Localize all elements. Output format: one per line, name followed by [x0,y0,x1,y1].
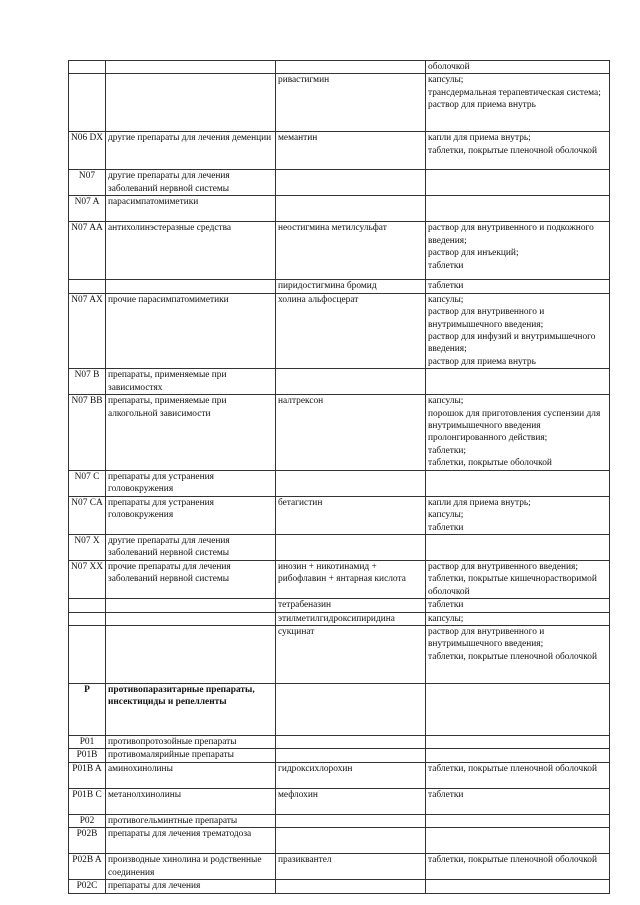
dosage-forms-cell [426,880,610,893]
group-name-cell: препараты для лечения [106,880,276,893]
substance-cell [276,880,426,893]
group-name-cell [106,612,276,625]
table-row [69,749,610,762]
group-name-cell: антихолинэстеразные средства [106,222,276,280]
group-name-cell: противогельминтные препараты [106,814,276,827]
atc-code-cell [69,280,106,293]
atc-code-cell: N06 DX [69,132,106,170]
dosage-forms-cell [426,170,610,196]
substance-cell: этилметилгидроксипиридина [276,612,426,625]
atc-code-cell: N07 XX [69,560,106,598]
group-name-cell [106,61,276,74]
atc-code-cell: P [69,683,106,735]
table-row [69,612,610,625]
group-name-cell [106,625,276,683]
group-name-cell: противопротозойные препараты [106,735,276,748]
substance-cell [276,196,426,222]
atc-code-cell: N07 X [69,534,106,560]
atc-code-cell: P02 [69,814,106,827]
group-name-cell: прочие препараты для лечения заболеваний нервной системы [106,560,276,598]
group-name-cell [106,74,276,132]
substance-cell [276,814,426,827]
dosage-forms-cell [426,749,610,762]
atc-code-cell [69,74,106,132]
dosage-forms-cell: таблетки, покрытые пленочной оболочкой [426,854,610,880]
atc-code-cell: P01B C [69,788,106,814]
table-row [69,222,610,280]
substance-cell [276,828,426,854]
substance-cell: инозин + никотинамид + рибофлавин + янтарная кислота [276,560,426,598]
substance-cell: мемантин [276,132,426,170]
substance-cell [276,534,426,560]
group-name-cell: противомалярийные препараты [106,749,276,762]
table-row [69,828,610,854]
group-name-cell: аминохинолины [106,762,276,788]
dosage-forms-cell [426,196,610,222]
atc-code-cell: N07 [69,170,106,196]
table-row [69,788,610,814]
dosage-forms-cell [426,470,610,496]
dosage-forms-cell: таблетки [426,280,610,293]
group-name-cell: другие препараты для лечения заболеваний нервной системы [106,170,276,196]
dosage-forms-cell: капли для приема внутрь; капсулы; таблетки [426,496,610,534]
table-row [69,560,610,598]
atc-code-cell [69,599,106,612]
table-row [69,196,610,222]
table-row [69,496,610,534]
substance-cell [276,683,426,735]
substance-cell: ривастигмин [276,74,426,132]
dosage-forms-cell [426,814,610,827]
table-row [69,854,610,880]
drug-table-body [69,61,610,894]
table-row [69,74,610,132]
table-row [69,395,610,470]
dosage-forms-cell [426,683,610,735]
group-name-cell: другие препараты для лечения деменции [106,132,276,170]
substance-cell: мефлохин [276,788,426,814]
table-row [69,369,610,395]
dosage-forms-cell: капсулы; раствор для внутривенного и внутримышечного введения; раствор для инфузий и внутримышечного введения; раствор для приема внутрь [426,293,610,368]
substance-cell: тетрабеназин [276,599,426,612]
substance-cell [276,170,426,196]
atc-code-cell [69,61,106,74]
table-row [69,293,610,368]
dosage-forms-cell: оболочкой [426,61,610,74]
atc-code-cell: N07 AX [69,293,106,368]
group-name-cell: другие препараты для лечения заболеваний нервной системы [106,534,276,560]
substance-cell [276,749,426,762]
table-row [69,599,610,612]
table-row [69,534,610,560]
group-name-cell: препараты, применяемые при зависимостях [106,369,276,395]
table-row [69,880,610,893]
atc-code-cell: N07 CA [69,496,106,534]
group-name-cell: противопаразитарные препараты, инсектициды и репелленты [106,683,276,735]
atc-code-cell: P02B [69,828,106,854]
group-name-cell: метанолхинолины [106,788,276,814]
table-row [69,683,610,735]
group-name-cell: препараты для устранения головокружения [106,496,276,534]
table-row [69,132,610,170]
atc-code-cell: N07 A [69,196,106,222]
substance-cell [276,735,426,748]
dosage-forms-cell [426,534,610,560]
atc-code-cell: P01B A [69,762,106,788]
group-name-cell: препараты, применяемые при алкогольной зависимости [106,395,276,470]
group-name-cell: прочие парасимпатомиметики [106,293,276,368]
substance-cell [276,61,426,74]
table-row [69,170,610,196]
atc-code-cell: N07 AA [69,222,106,280]
dosage-forms-cell: таблетки [426,599,610,612]
group-name-cell: производные хинолина и родственные соединения [106,854,276,880]
dosage-forms-cell: раствор для внутривенного и подкожного введения; раствор для инъекций; таблетки [426,222,610,280]
table-row [69,470,610,496]
table-row [69,61,610,74]
substance-cell [276,369,426,395]
group-name-cell: препараты для устранения головокружения [106,470,276,496]
dosage-forms-cell: таблетки, покрытые пленочной оболочкой [426,762,610,788]
substance-cell: бетагистин [276,496,426,534]
group-name-cell: препараты для лечения трематодоза [106,828,276,854]
drug-table [68,60,610,894]
dosage-forms-cell: капсулы; трансдермальная терапевтическая система; раствор для приема внутрь [426,74,610,132]
dosage-forms-cell [426,735,610,748]
dosage-forms-cell [426,828,610,854]
dosage-forms-cell: таблетки [426,788,610,814]
group-name-cell [106,280,276,293]
atc-code-cell: N07 C [69,470,106,496]
dosage-forms-cell: раствор для внутривенного и внутримышечного введения; таблетки, покрытые пленочной оболочкой [426,625,610,683]
substance-cell: холина альфосцерат [276,293,426,368]
table-row [69,280,610,293]
atc-code-cell [69,625,106,683]
table-row [69,762,610,788]
table-row [69,625,610,683]
dosage-forms-cell: капсулы; порошок для приготовления суспензии для внутримышечного введения пролонгированного действия; таблетки; таблетки, покрытые оболочкой [426,395,610,470]
substance-cell: сукцинат [276,625,426,683]
table-row [69,735,610,748]
atc-code-cell: P02B A [69,854,106,880]
substance-cell: празиквантел [276,854,426,880]
substance-cell: пиридостигмина бромид [276,280,426,293]
atc-code-cell: P01 [69,735,106,748]
atc-code-cell: P01B [69,749,106,762]
substance-cell [276,470,426,496]
substance-cell: неостигмина метилсульфат [276,222,426,280]
dosage-forms-cell: раствор для внутривенного введения; таблетки, покрытые кишечнорастворимой оболочкой [426,560,610,598]
dosage-forms-cell [426,369,610,395]
table-row [69,814,610,827]
group-name-cell: парасимпатомиметики [106,196,276,222]
atc-code-cell: P02C [69,880,106,893]
atc-code-cell [69,612,106,625]
dosage-forms-cell: капли для приема внутрь; таблетки, покрытые пленочной оболочкой [426,132,610,170]
substance-cell: гидроксихлорохин [276,762,426,788]
dosage-forms-cell: капсулы; [426,612,610,625]
substance-cell: налтрексон [276,395,426,470]
group-name-cell [106,599,276,612]
atc-code-cell: N07 BB [69,395,106,470]
atc-code-cell: N07 B [69,369,106,395]
